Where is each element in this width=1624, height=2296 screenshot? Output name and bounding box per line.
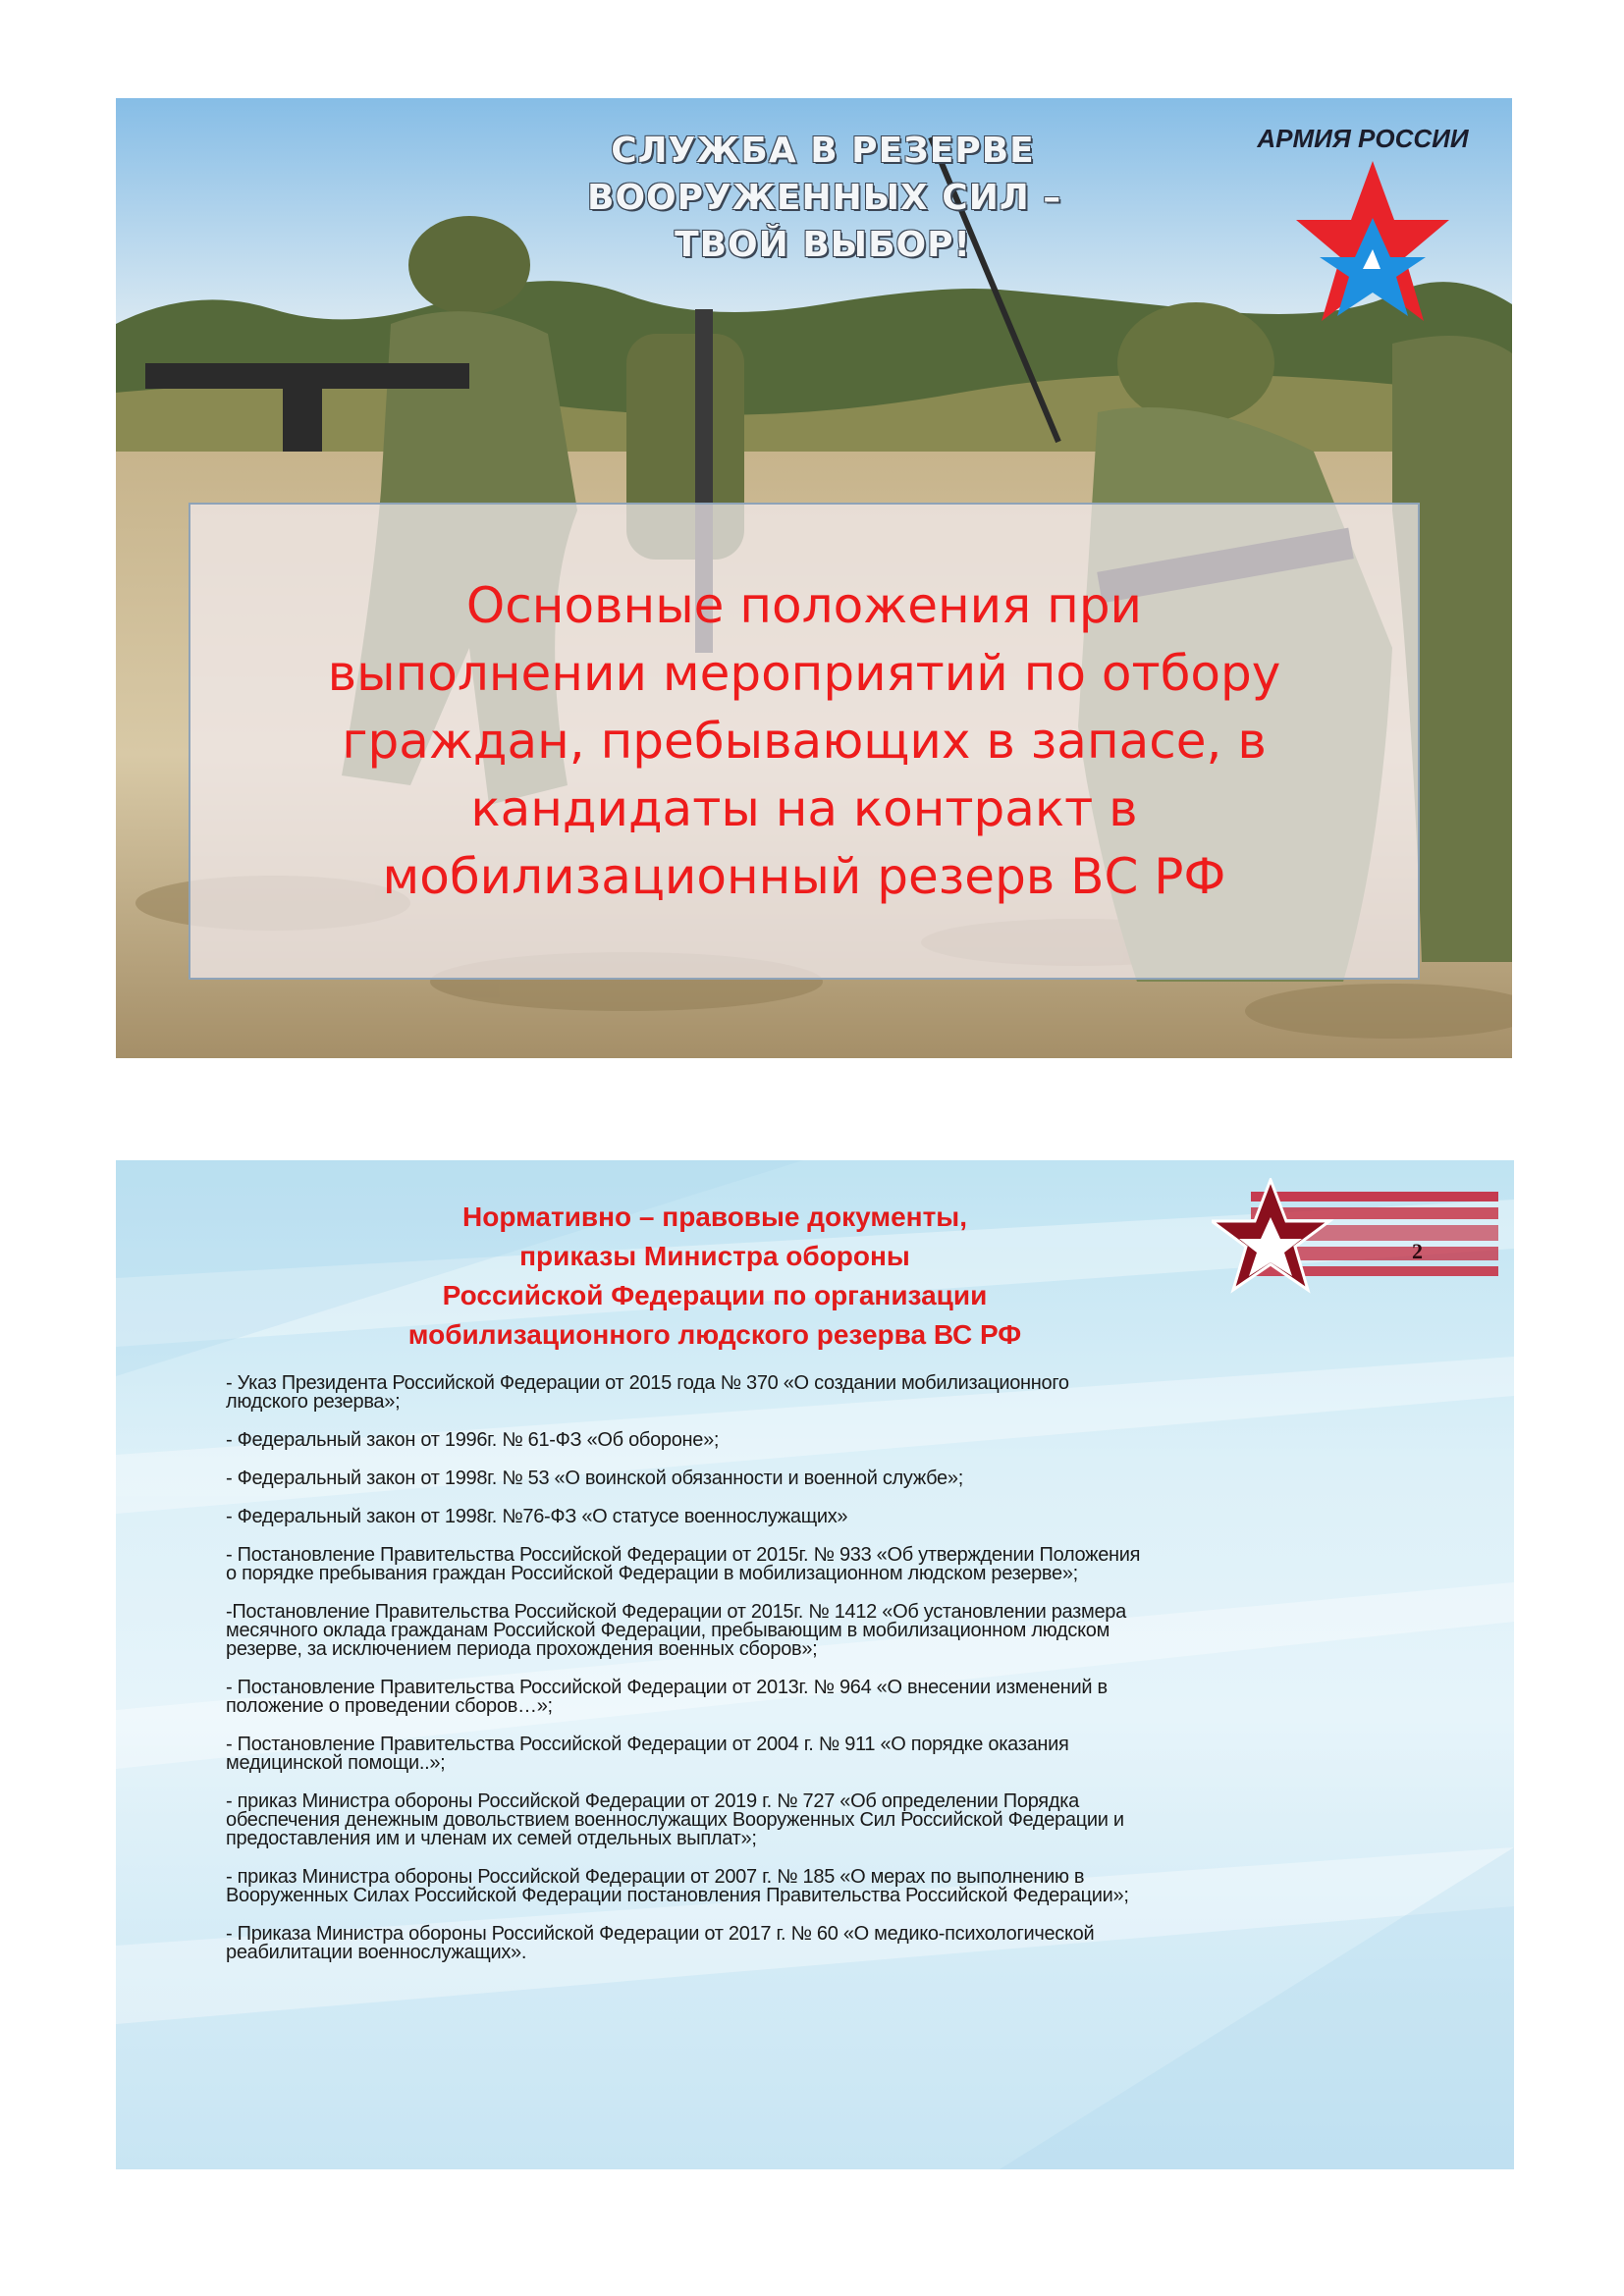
army-star-logo-icon xyxy=(1294,159,1451,326)
documents-list xyxy=(226,1374,1414,1982)
star-stripes-emblem-icon xyxy=(1212,1178,1498,1296)
slide-1-title-box xyxy=(189,503,1420,980)
headline-line-3: ТВОЙ ВЫБОР! xyxy=(675,225,971,265)
slide-1-title-line: граждан, пребывающих в запасе, в xyxy=(342,712,1267,770)
headline-line-1: СЛУЖБА В РЕЗЕРВЕ xyxy=(611,131,1035,171)
headline xyxy=(587,128,1062,269)
page-number: 2 xyxy=(1412,1239,1423,1263)
slide-1 xyxy=(116,98,1512,1058)
brand-name: АРМИЯ РОССИИ xyxy=(1257,124,1469,153)
list-item: -Постановление Правительства Российской Федерации от 2015г. № 1412 «Об установлении размера месячного оклада гражданам Российской Федерации, пребывающим в мобилизационном людском резерве, за исключением периода прохождения военных сборов»; xyxy=(226,1601,1126,1660)
slide-1-title-line: мобилизационный резерв ВС РФ xyxy=(382,847,1226,905)
slide-2-title-line: мобилизационного людского резерва ВС РФ xyxy=(407,1319,1022,1350)
list-item: - Федеральный закон от 1998г. № 53 «О воинской обязанности и военной службе»; xyxy=(226,1468,963,1489)
slide-2-title xyxy=(342,1198,1088,1355)
list-item: - Федеральный закон от 1998г. №76-ФЗ «О статусе военнослужащих» xyxy=(226,1506,848,1527)
list-item: - Постановление Правительства Российской Федерации от 2015г. № 933 «Об утверждении Положения о порядке пребывания граждан Российской Федерации в мобилизационном людском резерве»; xyxy=(226,1544,1141,1584)
slide-2 xyxy=(116,1160,1514,2169)
headline-line-2: ВООРУЖЕННЫХ СИЛ – xyxy=(587,178,1062,218)
slide-1-title-line: Основные положения при xyxy=(465,576,1143,634)
slide-2-title-line: Нормативно – правовые документы, xyxy=(462,1201,967,1232)
slide-1-title-line: кандидаты на контракт в xyxy=(470,779,1138,837)
slide-2-title-line: Российской Федерации по организации xyxy=(442,1280,988,1310)
list-item: - Приказа Министра обороны Российской Федерации от 2017 г. № 60 «О медико-психологической реабилитации военнослужащих». xyxy=(226,1923,1095,1963)
list-item: - Постановление Правительства Российской Федерации от 2013г. № 964 «О внесении изменений в положение о проведении сборов…»; xyxy=(226,1677,1108,1717)
slide-1-title-line: выполнении мероприятий по отбору xyxy=(327,644,1281,702)
list-item: - приказ Министра обороны Российской Федерации от 2007 г. № 185 «О мерах по выполнению в Вооруженных Силах Российской Федерации постановления Правительства Российской Федерации»; xyxy=(226,1866,1129,1906)
slide-2-title-line: приказы Министра обороны xyxy=(519,1241,910,1271)
list-item: - Федеральный закон от 1996г. № 61-ФЗ «Об обороне»; xyxy=(226,1429,720,1451)
list-item: - приказ Министра обороны Российской Федерации от 2019 г. № 727 «Об определении Порядка обеспечения денежным довольствием военнослужащих Вооруженных Сил Российской Федерации и предоставления им и членам их семей отдельных выплат»; xyxy=(226,1790,1124,1849)
list-item: - Постановление Правительства Российской Федерации от 2004 г. № 911 «О порядке оказания медицинской помощи..»; xyxy=(226,1734,1069,1774)
list-item: - Указ Президента Российской Федерации от 2015 года № 370 «О создании мобилизационного людского резерва»; xyxy=(226,1372,1069,1413)
